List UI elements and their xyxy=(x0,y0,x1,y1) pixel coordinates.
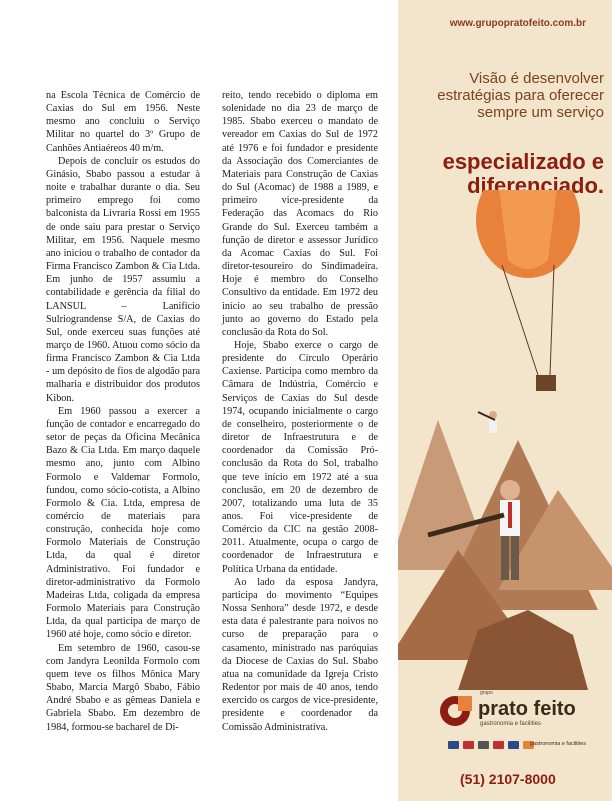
logo-icon xyxy=(438,694,472,728)
brand-logo[interactable] xyxy=(438,690,598,730)
person-leg xyxy=(501,536,509,580)
logo-group-text: grupo xyxy=(480,690,493,696)
service-icon xyxy=(493,741,504,749)
service-icons-text: gastronomia e facilities xyxy=(530,741,586,747)
article-column-left xyxy=(46,89,200,734)
ad-url[interactable]: www.grupopratofeito.com.br xyxy=(449,18,586,29)
ad-phone[interactable]: (51) 2107-8000 xyxy=(460,771,556,787)
article-paragraph: Em 1960 passou a exercer a função de contador e encarregado do setor de peças da Oficina Mecânica Bazo & Cia Ltda. Em março daquele mesmo ano, junto com Albino Formolo e Valdemar Formolo, fundou, como sócio-cotista, a Albino Formolo & Cia. Ltda, empresa de comércio de materiais para construção, conhecida hoje como Formolo Materiais de Construção Ltda, da qual é diretor Administrativo. Foi fundador e diretor-administrativo da Formolo Madeiras Ltda, coligada da empresa Formolo Materiais para Construção Ltda, da qual participa de março de 1960 até hoje, como sócio e diretor. xyxy=(46,405,200,641)
balloon-basket xyxy=(536,375,556,391)
ad-headline: Visão é desenvolver estratégias para oferecer sempre um serviço xyxy=(437,70,604,121)
logo-brand-text: prato feito xyxy=(478,698,576,720)
service-icon xyxy=(508,741,519,749)
person-head xyxy=(500,480,520,500)
service-icons xyxy=(448,741,534,749)
balloon-rope xyxy=(550,265,554,375)
ad-illustration xyxy=(398,190,612,690)
advertisement[interactable] xyxy=(398,0,612,801)
ad-emphasis: especializado e diferenciado. xyxy=(442,149,604,198)
article-paragraph: Ao lado da esposa Jandyra, participa do movimento “Equipes Nossa Senhora” desde 1972, e desde esta data é palestrante para noivos no curso de preparação para o casamento, ministrado nas paróquias da Diocese de Caxias do Sul. Sbabo atua na comunidade da Igreja Cristo Redentor por mais de 40 anos, tendo exercido os cargos de vice-presidente, presidente e coordenador da Comissão Administrativa. xyxy=(222,576,378,733)
person-leg xyxy=(511,536,519,580)
person-body xyxy=(489,419,497,433)
logo-subtitle: gastronomia e facilities xyxy=(480,721,542,727)
article-paragraph: Depois de concluir os estudos do Ginásio, Sbabo passou a estudar à noite e trabalhar durante o dia. Seu primeiro emprego foi como balconista da Livraria Rossi em 1955 de onde saiu para prestar o Serviço Militar, em 1956. Naquele mesmo ano iniciou o trabalho de contador da Firma Francisco Zambon & Cia Ltda. Em junho de 1957 assumiu a contabilidade e gerência da filial do LANSUL – Lanifício Sulriograndense S/A, de Caxias do Sul, onde exerceu suas funções até março de 1960. Atuou como sócio da firma Francisco Zambon & Cia Ltda - um depósito de fios de algodão para malharia e distribuidor dos produtos Kibon. xyxy=(46,155,200,404)
service-icon xyxy=(478,741,489,749)
service-icon xyxy=(448,741,459,749)
person-tie xyxy=(508,502,512,528)
article-column-right xyxy=(222,89,378,734)
article-paragraph: Em setembro de 1960, casou-se com Jandyra Leonilda Formolo com quem teve os filhos Mônica Mary Sbabo, Marcia Margô Sbabo, Fábio André Sbabo e as gêmeas Daniela e Gabriela Sbabo. Em dezembro de 1984, formou-se bacharel de Di- xyxy=(46,642,200,733)
service-icon xyxy=(463,741,474,749)
article-paragraph: reito, tendo recebido o diploma em solenidade no dia 23 de março de 1985. Sbabo exerceu o mandato de vereador em Caxias do Sul de 1972 até 1976 e foi fundador e presidente da Associação dos Comerciantes de Materiais para Construção de Caxias do Sul (Acomac) de 1988 a 1989, e primeiro vice-presidente da Federação das Acomacs do Rio Grande do Sul. Exerceu também a função de diretor e assessor Jurídico da Acomac Caxias do Sul. Foi diretor-tesoureiro do Sindimadeira. Hoje é membro do Conselho Consultivo da entidade. Em 1972 deu início ao seu trabalho de pressão junto ao governo do Estado pela conclusão da Rota do Sol. xyxy=(222,90,378,338)
balloon-rope xyxy=(502,265,538,375)
article-paragraph: Hoje, Sbabo exerce o cargo de presidente do Círculo Operário Caxiense. Participa como membro da Câmara de Indústria, Comércio e Serviços de Caxias do Sul desde 1974, ocupando inicialmente o cargo de conselheiro, posteriormente o de diretor de Infraestrutura e de coordenador da Comissão Pró-conclusão da Rota do Sol, trabalho que teve início em 1972 até a sua conclusão, em 20 de dezembro de 2007, totalizando uma luta de 35 anos. Foi vice-presidente de Comércio da CIC na gestão 2008-2011. Atualmente, ocupa o cargo de coordenador de Infraestrutura e Política Urbana da entidade. xyxy=(222,339,378,575)
article-paragraph: na Escola Técnica de Comércio de Caxias do Sul em 1956. Neste mesmo ano concluiu o Serviço Militar no quartel do 3º Grupo de Canhões Antiaéreos 40 m/m. xyxy=(46,90,200,154)
